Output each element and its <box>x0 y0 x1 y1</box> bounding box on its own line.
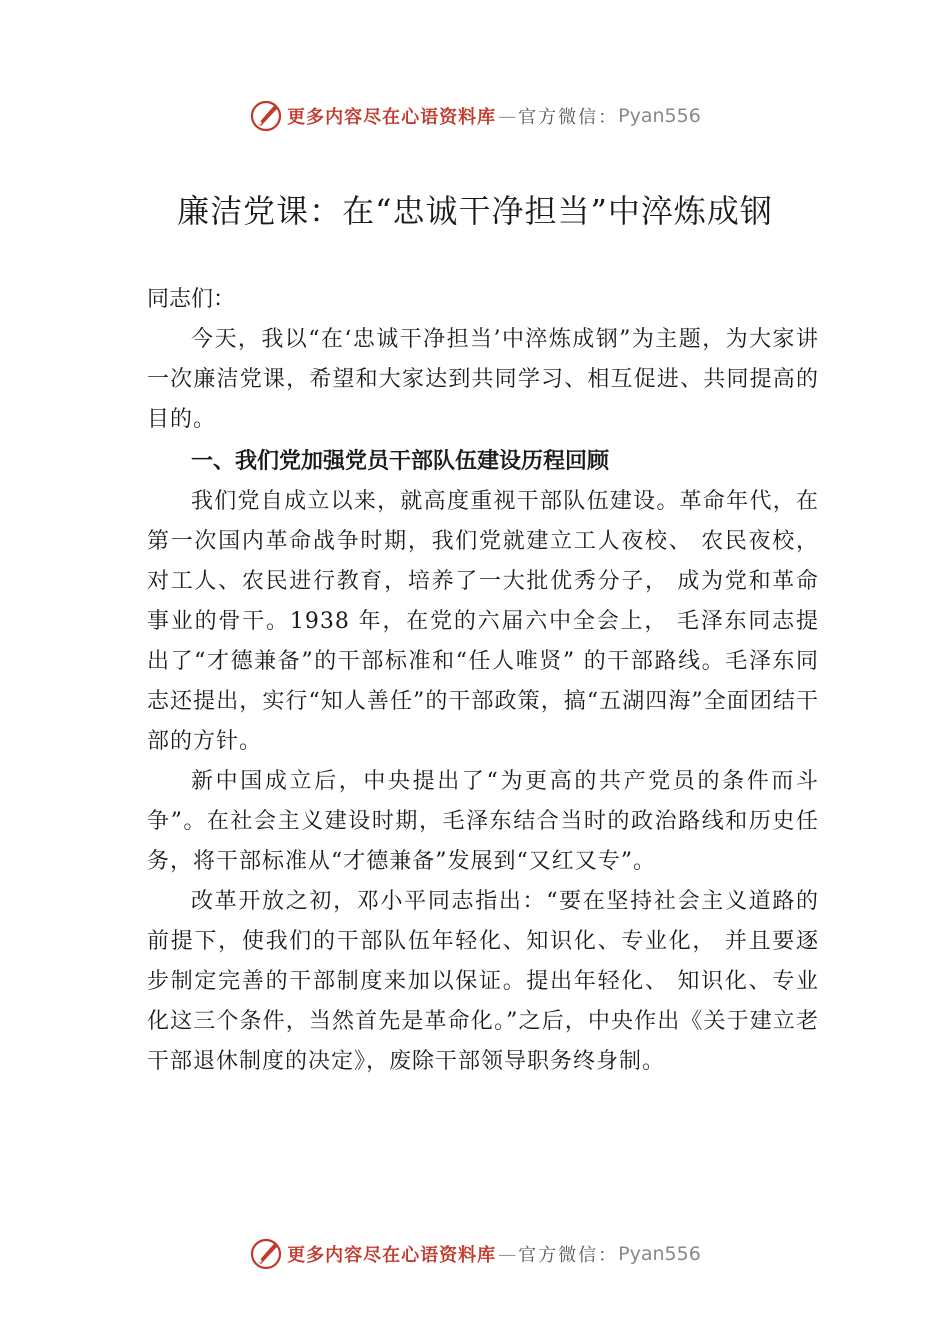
intro-paragraph: 今天，我以“在‘忠诚干净担当’中淬炼成钢”为主题，为大家讲一次廉洁党课，希望和大家达到共同学习、相互促进、共同提高的目的。 <box>147 327 819 432</box>
body-paragraph: 改革开放之初，邓小平同志指出：“要在坚持社会主义道路的前提下，使我们的干部队伍年轻化、知识化、专业化， 并且要逐步制定完善的干部制度来加以保证。提出年轻化、 知识化、专业化这三个条件，当然首先是革命化。”之后，中央作出《关于建立老干部退休制度的决定》，废除干部领导职务终身制。 <box>147 889 819 1074</box>
banner-label: 官方微信： <box>518 1245 619 1266</box>
banner-brand-text: 更多内容尽在心语资料库 <box>287 1245 497 1266</box>
banner-separator: — <box>498 1243 517 1265</box>
section-heading: 一、我们党加强党员干部队伍建设历程回顾 <box>191 449 610 474</box>
footer-banner <box>0 1234 950 1274</box>
banner-brand-text: 更多内容尽在心语资料库 <box>287 107 497 128</box>
pen-nib-logo-icon <box>249 99 283 133</box>
body-paragraph: 新中国成立后，中央提出了“为更高的共产党员的条件而斗争”。在社会主义建设时期，毛泽东结合当时的政治路线和历史任务，将干部标准从“才德兼备”发展到“又红又专”。 <box>147 769 819 874</box>
banner-wechat-id: Pyan556 <box>618 1243 701 1265</box>
document-body <box>147 280 819 1082</box>
banner-label: 官方微信： <box>518 107 619 128</box>
banner-wechat-id: Pyan556 <box>618 105 701 127</box>
body-paragraph: 我们党自成立以来，就高度重视干部队伍建设。革命年代，在第一次国内革命战争时期，我们党就建立工人夜校、 农民夜校，对工人、农民进行教育，培养了一大批优秀分子， 成为党和革命事业的骨干。1938 年，在党的六届六中全会上， 毛泽东同志提出了“才德兼备”的干部标准和“任人唯贤” 的干部路线。毛泽东同志还提出，实行“知人善任”的干部政策，搞“五湖四海”全面团结干部的方针。 <box>147 489 819 754</box>
banner-separator: — <box>498 105 517 127</box>
pen-nib-logo-icon <box>249 1237 283 1271</box>
document-title: 廉洁党课：在“忠诚干净担当”中淬炼成钢 <box>177 192 773 230</box>
salutation: 同志们： <box>147 287 236 312</box>
header-banner <box>0 96 950 136</box>
